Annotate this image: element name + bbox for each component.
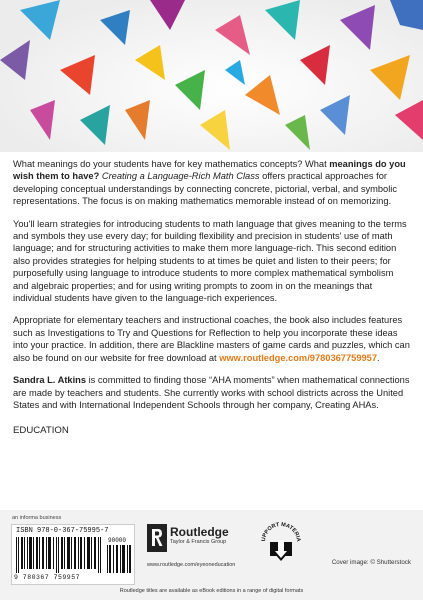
routledge-logo-icon [147,524,167,552]
subject-category: EDUCATION [13,425,69,437]
p1-text-e: offers practical approaches for developing conceptual understandings by connecting concrete, pictorial, verbal, and symbolic representations. The focus is on making mathematics memorable instead of on memorizing. [13,171,397,207]
isbn-text: ISBN 978-0-367-75995-7 [16,527,109,535]
back-cover-footer [0,510,423,600]
p3-text-a: Appropriate for elementary teachers and instructional coaches, the book also includes features such as Investigations to Try and Questions for Reflection to help you incorporate these ideas into your practice. In addition, there are Blackline masters of game cards and puzzles, which can also be found on our website for free download at [13,315,410,363]
author-bio-text: is committed to finding those “AHA moments” when mathematical connections are made by teachers and students. She currently works with school districts across the United States and with International Independent Schools through her company, Creating AHAs. [13,375,410,410]
website-link[interactable]: www.routledge.com/9780367759957 [219,352,378,363]
author-bio [13,374,410,411]
support-badge-label: UPPORT MATERIA [260,522,302,543]
isbn-barcode [11,524,135,585]
ebook-availability-note: Routledge titles are available as eBook editions in a range of digital formats [119,588,304,594]
description-text [13,158,410,438]
author-name: Sandra L. Atkins [13,375,87,386]
publisher-name: Routledge [170,525,229,539]
informa-label: an informa business [12,515,62,521]
description-paragraph-3 [13,314,410,364]
publisher-website: www.routledge.com/eyeoneducation [147,562,236,568]
p3-text-b: . [377,352,380,363]
barcode-bars [16,537,104,573]
back-cover-text-panel [0,152,423,510]
description-paragraph-2: You'll learn strategies for introducing students to math language that gives meaning to the terms and symbols they use every day; for building flexibility and precision in students' use of math language; and for structuring activities to make them more language-rich. This second edition also provides strategies for helping students to at times be quiet and listen to their peers; for purposefully using language to introduce students to more complex mathematical symbolism and algebraic properties; and for using writing prompts to zoom in on the meanings that individual students have given to the language-rich experiences. [13,218,407,304]
description-paragraph-1 [13,158,410,208]
support-material-badge-icon [259,522,303,566]
price-addon-number: 90000 [108,537,127,544]
publisher-group: Taylor & Francis Group [170,539,227,545]
addon-barcode-bars [107,545,131,573]
p1-bold-question: meanings do you wish them to have? [13,159,406,182]
book-title-italic: Creating a Language-Rich Math Class [101,171,260,182]
svg-text:SUPPORT MATERIAL [259,522,301,542]
cover-artwork [0,0,423,160]
barcode-number: 9 780367 759957 [14,574,81,581]
cover-image-credit: Cover image: © Shutterstock [331,559,411,566]
p1-text-a: What meanings do your students have for key mathematics concepts? What [13,159,330,169]
